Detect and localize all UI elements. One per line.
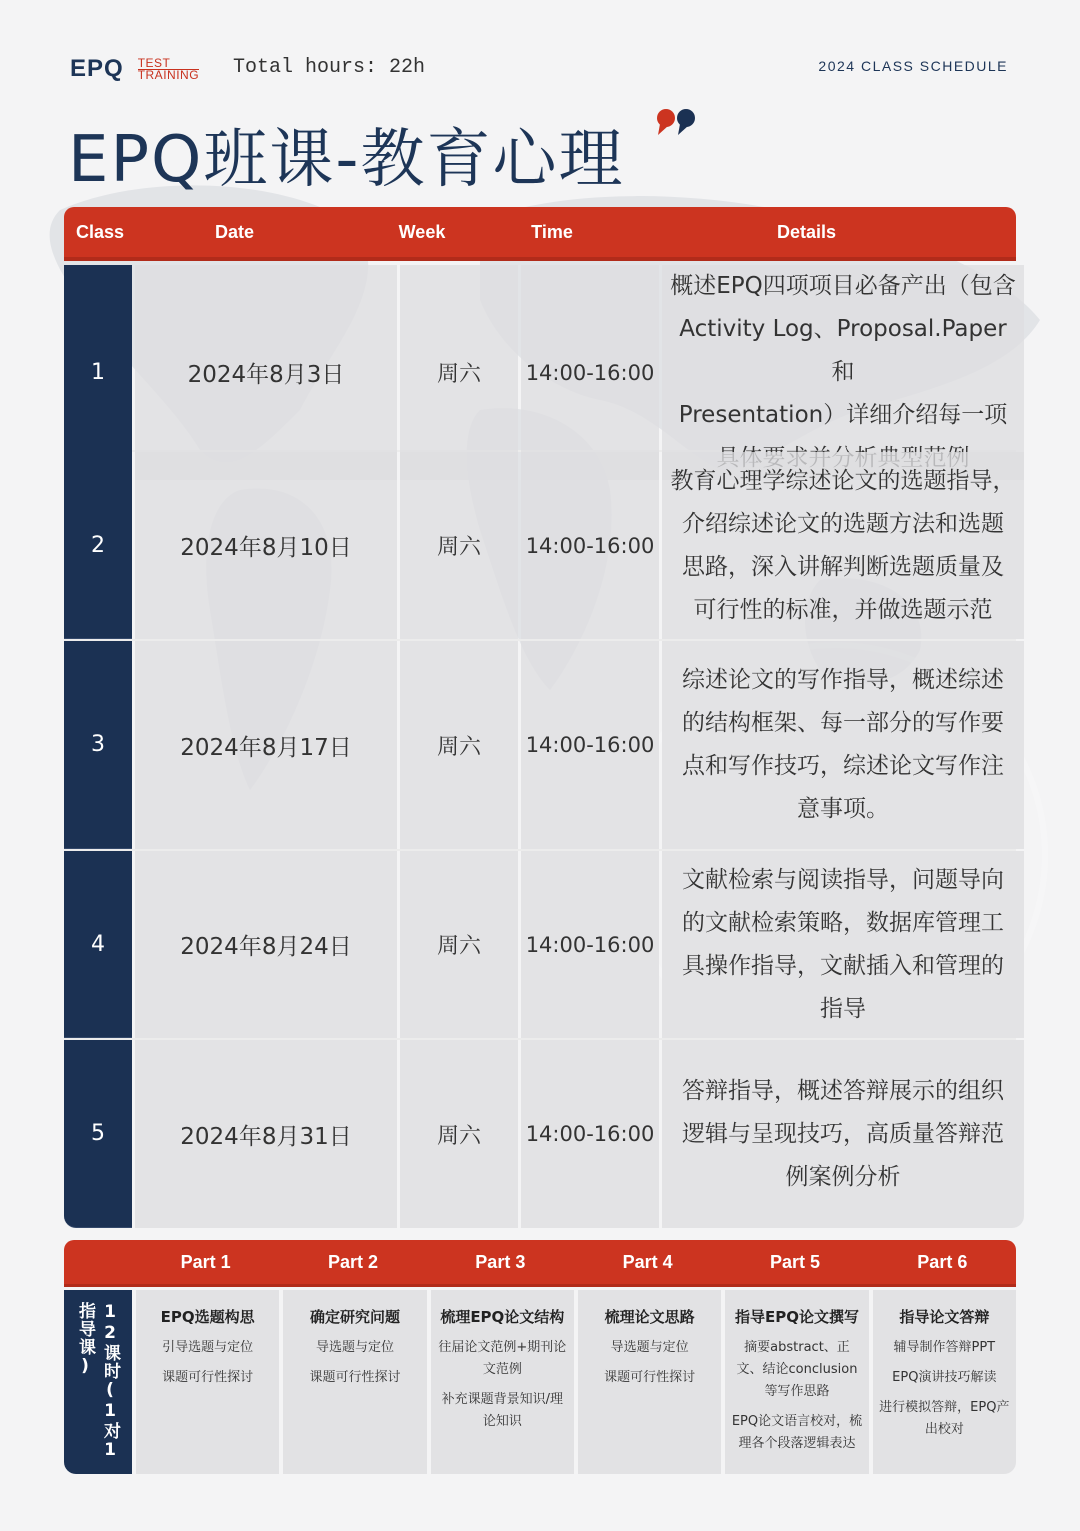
part-header: Part 3 xyxy=(475,1251,526,1272)
part-header: Part 4 xyxy=(622,1251,673,1272)
class-weekday: 周六 xyxy=(400,641,518,849)
parts-body xyxy=(64,1290,1016,1474)
part-header: Part 2 xyxy=(327,1251,378,1272)
part-line: 引导选题与定位 xyxy=(162,1340,254,1355)
class-date: 2024年8月3日 xyxy=(135,265,397,480)
part-header: Part 5 xyxy=(769,1251,820,1272)
part-title: 确定研究问题 xyxy=(309,1308,400,1326)
header-class: Class xyxy=(76,221,125,242)
part-line: 课题可行性探讨 xyxy=(309,1370,401,1385)
part-line: 课题可行性探讨 xyxy=(604,1370,696,1385)
header-date: Date xyxy=(214,221,254,242)
hours-side-label: 12课时(1对1指导课) xyxy=(64,1290,132,1474)
table-row xyxy=(64,851,1016,1040)
class-date: 2024年8月10日 xyxy=(135,452,397,639)
part-line: 补充课题背景知识/理论知识 xyxy=(441,1392,564,1429)
details-line: 答辩指导，概述答辩展示的组织 xyxy=(682,1077,1004,1104)
details-line: 可行性的标准，并做选题示范 xyxy=(693,596,993,623)
logo-sub-top: TEST xyxy=(137,55,171,70)
class-date: 2024年8月24日 xyxy=(135,851,397,1038)
parts-header-row xyxy=(64,1240,1016,1287)
class-date: 2024年8月17日 xyxy=(135,641,397,849)
table-row xyxy=(64,641,1016,851)
part-line: 摘要abstract、正文、结论conclusion等写作思路 xyxy=(736,1340,858,1399)
class-details xyxy=(662,851,1024,1038)
details-line: 思路，深入讲解判断选题质量及 xyxy=(682,553,1004,580)
class-details xyxy=(662,452,1024,639)
class-details xyxy=(662,265,1024,480)
class-number: 2 xyxy=(64,452,132,639)
class-schedule-table xyxy=(64,207,1016,1228)
brand-logo xyxy=(70,55,199,83)
part-card xyxy=(283,1290,426,1474)
details-line: 指导 xyxy=(820,995,866,1022)
part-line: 辅导制作答辩PPT xyxy=(893,1340,996,1355)
class-details xyxy=(662,1040,1024,1228)
header-time: Time xyxy=(531,221,573,242)
part-line: 进行模拟答辩，EPQ产出校对 xyxy=(879,1400,1010,1437)
details-line: 教育心理学综述论文的选题指导， xyxy=(670,467,1016,494)
part-header: Part 6 xyxy=(917,1251,968,1272)
class-number: 5 xyxy=(64,1040,132,1228)
total-hours: Total hours: 22h xyxy=(233,56,426,79)
schedule-header-row xyxy=(64,207,1016,261)
class-time: 14:00-16:00 xyxy=(521,1040,659,1228)
details-line: 逻辑与呈现技巧，高质量答辩范 xyxy=(682,1120,1004,1147)
class-time: 14:00-16:00 xyxy=(521,851,659,1038)
class-number: 1 xyxy=(64,265,132,480)
details-line: 的文献检索策略，数据库管理工 xyxy=(682,909,1004,936)
part-card xyxy=(136,1290,279,1474)
part-line: 往届论文范例+期刊论文范例 xyxy=(438,1340,567,1377)
part-line: 导选题与定位 xyxy=(315,1340,394,1355)
part-card xyxy=(578,1290,721,1474)
part-title: 指导论文答辩 xyxy=(899,1308,990,1326)
part-title: EPQ选题构思 xyxy=(160,1308,255,1326)
table-row xyxy=(64,1040,1016,1228)
page-title: EPQ班课-教育心理 xyxy=(68,123,625,197)
details-line: 点和写作技巧，综述论文写作注 xyxy=(682,753,1004,779)
schedule-year-label: 2024 CLASS SCHEDULE xyxy=(818,58,1008,74)
class-time: 14:00-16:00 xyxy=(521,641,659,849)
class-time: 14:00-16:00 xyxy=(521,452,659,639)
part-line: EPQ论文语言校对，梳理各个段落逻辑表达 xyxy=(731,1414,863,1451)
details-line: 的结构框架、每一部分的写作要 xyxy=(682,710,1004,736)
details-line: 文献检索与阅读指导，问题导向 xyxy=(682,866,1004,893)
details-line: 介绍综述论文的选题方法和选题 xyxy=(682,510,1004,537)
part-title: 指导EPQ论文撰写 xyxy=(734,1308,859,1326)
part-line: EPQ演讲技巧解读 xyxy=(892,1370,997,1385)
class-number: 3 xyxy=(64,641,132,849)
logo-subtext xyxy=(137,55,200,82)
header-details: Details xyxy=(776,221,837,242)
header-week: Week xyxy=(398,221,446,242)
details-line: 具操作指导，文献插入和管理的 xyxy=(682,952,1004,979)
details-line: 意事项。 xyxy=(797,796,889,822)
logo-text: EPQ xyxy=(70,55,124,82)
part-card xyxy=(431,1290,574,1474)
class-weekday: 周六 xyxy=(400,1040,518,1228)
class-date: 2024年8月31日 xyxy=(135,1040,397,1228)
class-weekday: 周六 xyxy=(400,265,518,480)
part-card xyxy=(873,1290,1016,1474)
part-line: 课题可行性探讨 xyxy=(162,1370,254,1385)
class-time: 14:00-16:00 xyxy=(521,265,659,480)
part-line: 导选题与定位 xyxy=(610,1340,689,1355)
speech-bubble-icon xyxy=(656,107,700,139)
part-card xyxy=(725,1290,868,1474)
schedule-body xyxy=(64,265,1016,1228)
details-line: 概述EPQ四项项目必备产出（包含 xyxy=(670,273,1016,299)
logo-sub-bottom: TRAINING xyxy=(137,67,200,82)
class-weekday: 周六 xyxy=(400,851,518,1038)
parts-table xyxy=(64,1240,1016,1474)
details-line: 例案例分析 xyxy=(785,1163,901,1190)
details-line: 综述论文的写作指导，概述综述 xyxy=(682,667,1004,693)
class-number: 4 xyxy=(64,851,132,1038)
part-header: Part 1 xyxy=(180,1251,231,1272)
part-title: 梳理EPQ论文结构 xyxy=(440,1308,565,1326)
details-line: Activity Log、Proposal.Paper和 xyxy=(679,316,1007,385)
part-title: 梳理论文思路 xyxy=(604,1308,695,1326)
class-details xyxy=(662,641,1024,849)
table-row xyxy=(64,452,1016,641)
table-row xyxy=(64,265,1016,452)
details-line: Presentation）详细介绍每一项 xyxy=(678,402,1008,428)
class-weekday: 周六 xyxy=(400,452,518,639)
